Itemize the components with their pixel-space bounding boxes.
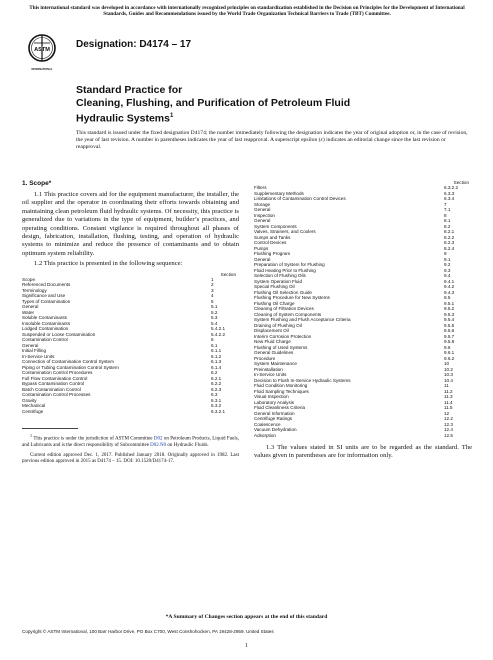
left-column (22, 180, 239, 465)
toc-entry-section: 9.5.1 (444, 300, 455, 306)
toc-entry-section: 6.1.2 (211, 353, 222, 359)
toc-entry-section: 11 (444, 383, 449, 388)
toc-entry-title: Supplementary Methods (254, 190, 304, 196)
toc-entry-title: Decision to Flush In-Service Hydraulic Systems (254, 377, 351, 383)
toc-entry (254, 433, 472, 439)
toc-entry-section: 6.1 (211, 342, 218, 348)
toc-entry-title: System Maintenance (254, 361, 297, 366)
toc-entry-title: Initial Filling (22, 348, 46, 354)
toc-entry-section: 8.2.2 (444, 234, 455, 240)
toc-entry-section: 11.4 (444, 399, 453, 405)
astm-logo-icon (27, 31, 57, 67)
toc-entry-title: Filters (254, 185, 267, 190)
toc-entry-title: General (254, 218, 271, 223)
toc-entry-title: Limitations of Contamination Control Devices (254, 196, 346, 201)
scope-paragraph-1-1: 1.1 This practice covers aid for the equipment manufacturer, the installer, the oil supplier and the operator in coordinating their efforts towards obtaining and maintaining clean petroleum fluid hydraulic systems. Of necessity, this practice is generalized due to variations in the type of equipment, builder’s practices, and operating conditions. Constant vigilance is required throughout all phases of design, fabrication, installation, flushing, testing, and operation of hydraulic systems to minimize and reduce the presence of contaminants and to obtain optimum system reliability. (22, 191, 239, 257)
scope-paragraph-1-2: 1.2 This practice is presented in the following sequence: (34, 260, 183, 268)
toc-entry-title: Insoluble Contaminants (22, 320, 71, 326)
title-footnote-marker: 1 (169, 113, 174, 119)
toc-entry-section: 2 (211, 282, 214, 288)
toc-entry-section: 11.2 (444, 388, 453, 394)
toc-entry-section: 5.4.2.1 (211, 326, 226, 332)
toc-entry-section: 9.4 (444, 273, 451, 278)
title-line-3: Hydraulic Systems$^1$ (76, 112, 174, 125)
toc-entry-section: 9.5 (444, 295, 451, 300)
toc-entry-section: 8 (444, 212, 447, 218)
toc-entry-section: 9.3 (444, 267, 451, 273)
toc-entry-title: Draining of Flushing Oil (254, 322, 302, 328)
toc-entry-section: 6.1.4 (211, 364, 222, 370)
toc-entry-section: 9.2 (444, 262, 451, 267)
toc-entry-title: Coalescence (254, 421, 281, 427)
toc-entry-title: Pumps (254, 245, 269, 251)
toc-entry-section: 8.2.3 (444, 240, 455, 245)
committee-d02-link[interactable]: D02 (153, 436, 163, 442)
toc-entry-section: 11.5 (444, 405, 453, 410)
toc-entry-section: 9.5.5 (444, 322, 455, 328)
toc-entry-title: System Flushing and Flush Acceptance Criteria (254, 317, 351, 322)
toc-entry-title: In-Service Units (254, 372, 287, 377)
toc-entry-title: Flushing of Used Systems (254, 344, 308, 350)
toc-entry-section: 5.3 (211, 315, 218, 321)
footnote-edition: Current edition approved Dec. 1, 2017. Published January 2018. Originally approved in 1982. Last previous edition approved in 2015 as D4174 – 15. DOI: 10.1520/D4174-17. (22, 452, 239, 465)
toc-entry-title: System Components (254, 223, 297, 229)
toc-entry-section: 12.4 (444, 427, 453, 432)
summary-of-changes-notice: *A Summary of Changes section appears at the end of this standard (165, 614, 328, 620)
toc-entry-title: General (22, 342, 39, 348)
toc-entry-title: General (254, 207, 271, 212)
toc-entry-title: Water (22, 309, 35, 315)
toc-entry-section: 7.1 (444, 207, 451, 212)
toc-entry-title: Bypass Contamination Control (22, 381, 85, 387)
toc-entry-title: Flushing Oil Charge (254, 300, 295, 306)
toc-list-right (254, 185, 472, 438)
toc-entry-section: 9.5.2 (444, 306, 455, 311)
toc-entry-title: Lodged Contamination (22, 326, 69, 332)
toc-entry-section: 6.3.2.1 (211, 408, 226, 414)
toc-entry-section: 8.2.4 (444, 245, 455, 251)
toc-entry-title: Gravity (22, 397, 37, 403)
subcommittee-d02n0-link[interactable]: D02.N0 (150, 443, 167, 449)
toc-entry-title: Centrifuge (22, 408, 44, 414)
toc-entry-title: Flushing Program (254, 251, 291, 256)
toc-entry-title: General (22, 304, 39, 310)
logo-caption: INTERNATIONAL (31, 68, 53, 71)
toc-entry-title: Terminology (22, 287, 47, 293)
toc-entry-section: 6.2.2 (211, 381, 222, 387)
toc-entry-section: 6.3.4 (444, 196, 455, 201)
toc-entry-title: Full Flow Contamination Control (22, 375, 88, 381)
toc-entry-section: 9.5.7 (444, 333, 455, 339)
toc-entry-section: 9.6.2 (444, 355, 455, 361)
toc-entry (22, 409, 239, 415)
toc-entry-title: Connection of Contamination Control System (22, 359, 114, 365)
toc-entry-section: 9.4.1 (444, 278, 455, 284)
toc-entry-section: 6.2.3 (211, 386, 222, 392)
right-column (254, 180, 472, 461)
toc-entry-section: 6.1.3 (211, 359, 222, 365)
toc-entry-section: 6.1.1 (211, 348, 222, 354)
toc-entry-title: Significance and Use (22, 293, 66, 299)
toc-entry-section: 10.4 (444, 377, 453, 383)
toc-entry-section: 6.2 (211, 370, 218, 376)
scope-paragraph-1-3: 1.3 The values stated in SI units are to be regarded as the standard. The values given in parentheses are for information only. (254, 444, 472, 460)
toc-entry-section: 6 (211, 337, 214, 343)
toc-entry-section: 12.3 (444, 421, 453, 427)
toc-entry-title: Referenced Documents (22, 282, 71, 288)
toc-entry-title: General (254, 256, 271, 262)
toc-entry-title: Centrifuge Ratings (254, 416, 293, 421)
toc-entry-title: Displacement Oil (254, 328, 289, 333)
toc-entry-title: Sumps and Tanks (254, 234, 291, 240)
toc-entry-title: Fluid Heating Prior to Flushing (254, 267, 316, 273)
toc-entry-section: 6.3.1 (211, 397, 222, 403)
toc-entry-title: Contamination Control Procedures (22, 370, 93, 376)
toc-entry-section: 12.2 (444, 416, 453, 421)
toc-entry-section: 10.2 (444, 366, 453, 372)
toc-entry-title: System Operation Fluid (254, 278, 302, 284)
toc-entry-title: Inspection (254, 212, 275, 218)
footnote-1: $^1$ This practice is under the jurisdiction of ASTM Committee D02 on Petroleum Products, Liquid Fuels, and Lubricants and is the direct responsibility of Subcommittee D02.N0 on Hydraulic Fluids. (22, 433, 239, 449)
toc-entry-section: 9.4.2 (444, 284, 455, 289)
toc-entry-section: 9.4.3 (444, 289, 455, 295)
toc-entry-section: 6.3.2.2 (444, 185, 459, 190)
copyright-line: Copyright © ASTM International, 100 Barr Harbor Drive, PO Box C700, West Conshohocken, PA 19428-2959. United States (22, 629, 274, 634)
toc-entry-section: 9.5.4 (444, 317, 455, 322)
toc-entry-section: 12.5 (444, 432, 453, 438)
toc-entry-section: 8.2.1 (444, 229, 455, 234)
toc-entry-section: 8.1 (444, 218, 451, 223)
astm-logo-text: ASTM (34, 47, 50, 53)
document-title (76, 84, 466, 126)
toc-entry-title: Fluid Cleanliness Criteria (254, 405, 306, 410)
scope-heading: 1. Scope* (22, 180, 52, 187)
toc-entry-section: 1 (211, 276, 214, 282)
toc-entry-section: 8.2 (444, 223, 451, 229)
footnote-divider (22, 428, 78, 429)
toc-entry-section: 12 (444, 410, 450, 416)
toc-entry-title: Fluid Sampling Techniques (254, 388, 309, 394)
toc-entry-title: Selection of Flushing Oils (254, 273, 306, 278)
toc-entry-title: Contamination Control Processes (22, 392, 91, 398)
toc-entry-title: Piping or Tubing Contamination Control System (22, 364, 119, 370)
toc-section-header-right: Section (453, 180, 469, 185)
toc-entry-section: 9.6 (444, 344, 451, 350)
page-number: 1 (245, 643, 248, 649)
toc-entry-title: Suspended or Loose Contamination (22, 331, 96, 337)
toc-entry-section: 5.1 (211, 304, 218, 310)
toc-entry-section: 6.3 (211, 392, 218, 398)
toc-entry-title: Flushing Procedure for New Systems (254, 295, 330, 300)
toc-entry-section: 7 (444, 201, 447, 207)
toc-entry-title: Valves, Strainers, and Coolers (254, 229, 316, 234)
toc-entry-title: Control Devices (254, 240, 287, 245)
toc-entry-section: 6.3.2 (211, 403, 222, 409)
toc-entry-section: 9.1 (444, 256, 451, 262)
toc-entry-title: Cleaning of System Components (254, 311, 322, 317)
toc-entry-section: 6.2.1 (211, 375, 222, 381)
toc-entry-title: Procedure (254, 355, 276, 361)
title-line-2: Cleaning, Flushing, and Purification of Petroleum Fluid (76, 97, 351, 109)
toc-entry-title: In-Service Units (22, 353, 55, 359)
toc-entry-title: Adsorption (254, 432, 276, 438)
toc-entry-section: 9.5.8 (444, 339, 455, 344)
toc-entry-title: Types of Contamination (22, 298, 71, 304)
toc-entry-title: Laboratory Analysis (254, 399, 295, 405)
toc-entry-section: 10 (444, 361, 450, 366)
issuance-note: This standard is issued under the fixed designation D4174; the number immediately following the designation indicates the year of original adoption or, in the case of revision, the year of last revision. A number in parentheses indicates the year of last reapproval. A superscript epsilon (ε) indicates an editorial change since the last revision or reapproval. (76, 130, 468, 150)
wto-notice: This international standard was developed in accordance with internationally recognized principles on standardization established in the Decision on Principles for the Development of International Standards, Guides and Recommendations issued by the World Trade Organization Technical Barriers to Trade (TBT) Committee. (29, 5, 465, 18)
toc-entry-title: Soluble Contaminants (22, 315, 67, 321)
toc-list-left (22, 277, 239, 415)
toc-entry-section: 5 (211, 298, 214, 304)
toc-entry-section: 9.5.6 (444, 328, 455, 333)
designation: Designation: D4174 – 17 (76, 39, 192, 50)
toc-entry-section: 5.4 (211, 320, 218, 326)
toc-entry-section: 5.4.2.2 (211, 331, 226, 337)
toc-entry-section: 10.3 (444, 372, 453, 377)
toc-entry-title: Special Flushing Oil (254, 284, 295, 289)
toc-entry-title: Preinstallation (254, 366, 283, 372)
toc-entry-section: 4 (211, 293, 214, 299)
toc-entry-section: 9.6.1 (444, 350, 455, 355)
toc-entry-section: 3 (211, 287, 214, 293)
toc-entry-title: Storage (254, 201, 271, 207)
toc-entry-section: 5.2 (211, 309, 218, 315)
toc-entry-title: Interim Corrosion Protection (254, 333, 312, 339)
toc-entry-title: Batch Contamination Control (22, 386, 81, 392)
toc-section-header-left: Section (220, 271, 236, 277)
toc-entry-title: General Information (254, 410, 295, 416)
toc-entry-section: 9 (444, 251, 447, 256)
toc-entry-section: 11.3 (444, 394, 453, 399)
title-line-1: Standard Practice for (76, 84, 183, 96)
toc-entry-title: General Guidelines (254, 350, 294, 355)
toc-entry-title: Cleaning of Filtration Devices (254, 306, 314, 311)
toc-entry-title: Contamination Control (22, 337, 68, 343)
toc-entry-title: Scope (22, 276, 36, 282)
toc-entry-section: 9.5.3 (444, 311, 455, 317)
toc-entry-title: Preparation of System for Flushing (254, 262, 325, 267)
toc-entry-section: 6.3.3 (444, 190, 455, 196)
toc-entry-title: New Fluid Charge (254, 339, 291, 344)
toc-entry-title: Flushing Oil Selection Guide (254, 289, 312, 295)
toc-entry-title: Vacuum Dehydration (254, 427, 297, 432)
toc-entry-title: Mechanical (22, 403, 46, 409)
toc-entry-title: Fluid Condition Monitoring (254, 383, 308, 388)
toc-entry-title: Visual Inspection (254, 394, 289, 399)
